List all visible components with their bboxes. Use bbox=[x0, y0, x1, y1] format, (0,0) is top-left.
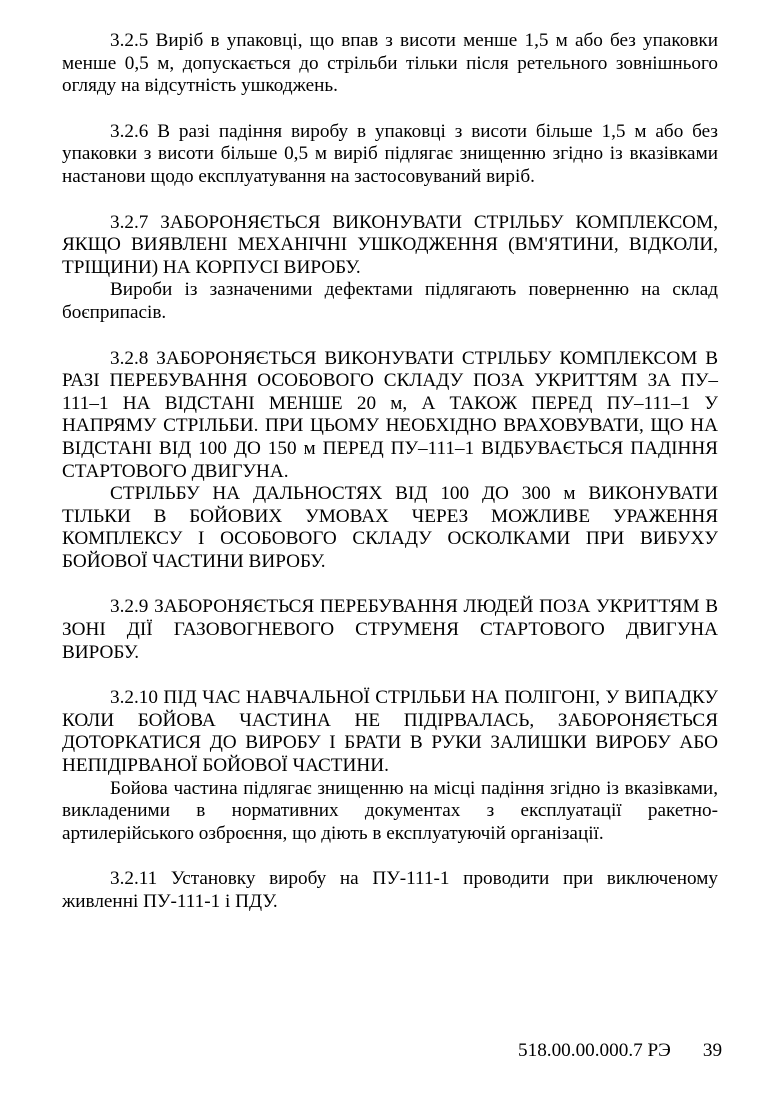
document-code: 518.00.00.000.7 РЭ bbox=[518, 1040, 671, 1061]
paragraph-3-2-11: 3.2.11 Установку виробу на ПУ-111-1 проводити при виключеному живленні ПУ-111-1 і ПДУ. bbox=[62, 868, 718, 912]
paragraph-gap bbox=[62, 189, 718, 212]
document-page bbox=[62, 30, 718, 914]
paragraph-gap bbox=[62, 664, 718, 687]
paragraph-3-2-8-continuation: СТРІЛЬБУ НА ДАЛЬНОСТЯХ ВІД 100 ДО 300 м ВИКОНУВАТИ ТІЛЬКИ В БОЙОВИХ УМОВАХ ЧЕРЕЗ МОЖЛИВЕ УРАЖЕННЯ КОМПЛЕКСУ І ОСОБОВОГО СКЛАДУ ОСКОЛКАМИ ПРИ ВИБУХУ БОЙОВОЇ ЧАСТИНИ ВИРОБУ. bbox=[62, 483, 718, 572]
paragraph-3-2-8: 3.2.8 ЗАБОРОНЯЄТЬСЯ ВИКОНУВАТИ СТРІЛЬБУ КОМПЛЕКСОМ В РАЗІ ПЕРЕБУВАННЯ ОСОБОВОГО СКЛАДУ ПОЗА УКРИТТЯМ ЗА ПУ–111–1 НА ВІДСТАНІ МЕНШЕ 20 м, А ТАКОЖ ПЕРЕД ПУ–111–1 У НАПРЯМУ СТРІЛЬБИ. ПРИ ЦЬОМУ НЕОБХІДНО ВРАХОВУВАТИ, ЩО НА ВІДСТАНІ ВІД 100 ДО 150 м ПЕРЕД ПУ–111–1 ВІДБУВАЄТЬСЯ ПАДІННЯ СТАРТОВОГО ДВИГУНА. bbox=[62, 347, 718, 482]
page-footer bbox=[518, 1040, 722, 1062]
paragraph-3-2-9: 3.2.9 ЗАБОРОНЯЄТЬСЯ ПЕРЕБУВАННЯ ЛЮДЕЙ ПОЗА УКРИТТЯМ В ЗОНІ ДІЇ ГАЗОВОГНЕВОГО СТРУМЕНЯ СТАРТОВОГО ДВИГУНА ВИРОБУ. bbox=[62, 596, 718, 663]
paragraph-gap bbox=[62, 573, 718, 596]
paragraph-3-2-10: 3.2.10 ПІД ЧАС НАВЧАЛЬНОЇ СТРІЛЬБИ НА ПОЛІГОНІ, У ВИПАДКУ КОЛИ БОЙОВА ЧАСТИНА НЕ ПІДІРВАЛАСЬ, ЗАБОРОНЯЄТЬСЯ ДОТОРКАТИСЯ ДО ВИРОБУ І БРАТИ В РУКИ ЗАЛИШКИ ВИРОБУ АБО НЕПІДІРВАНОЇ БОЙОВОЇ ЧАСТИНИ. bbox=[62, 687, 718, 777]
paragraph-3-2-7-note: Вироби із зазначеними дефектами підлягають поверненню на склад боєприпасів. bbox=[62, 279, 718, 323]
paragraph-3-2-10-note: Бойова частина підлягає знищенню на місці падіння згідно із вказівками, викладеними в нормативних документах з експлуатації ракетно-артилерійського озброєння, що діють в експлуатуючій організації. bbox=[62, 777, 718, 844]
paragraph-gap bbox=[62, 98, 718, 121]
page-number: 39 bbox=[702, 1040, 723, 1061]
paragraph-gap bbox=[62, 845, 718, 868]
paragraph-3-2-5: 3.2.5 Виріб в упаковці, що впав з висоти менше 1,5 м або без упаковки менше 0,5 м, допускається до стрільби тільки після ретельного зовнішнього огляду на відсутність ушкоджень. bbox=[62, 30, 718, 97]
paragraph-3-2-7: 3.2.7 ЗАБОРОНЯЄТЬСЯ ВИКОНУВАТИ СТРІЛЬБУ КОМПЛЕКСОМ, ЯКЩО ВИЯВЛЕНІ МЕХАНІЧНІ УШКОДЖЕННЯ (ВМ'ЯТИНИ, ВІДКОЛИ, ТРІЩИНИ) НА КОРПУСІ ВИРОБУ. bbox=[62, 211, 718, 278]
paragraph-gap bbox=[62, 325, 718, 348]
paragraph-3-2-6: 3.2.6 В разі падіння виробу в упаковці з висоти більше 1,5 м або без упаковки з висоти більше 0,5 м виріб підлягає знищенню згідно із вказівками настанови щодо експлуатування на застосовуваний виріб. bbox=[62, 120, 718, 187]
